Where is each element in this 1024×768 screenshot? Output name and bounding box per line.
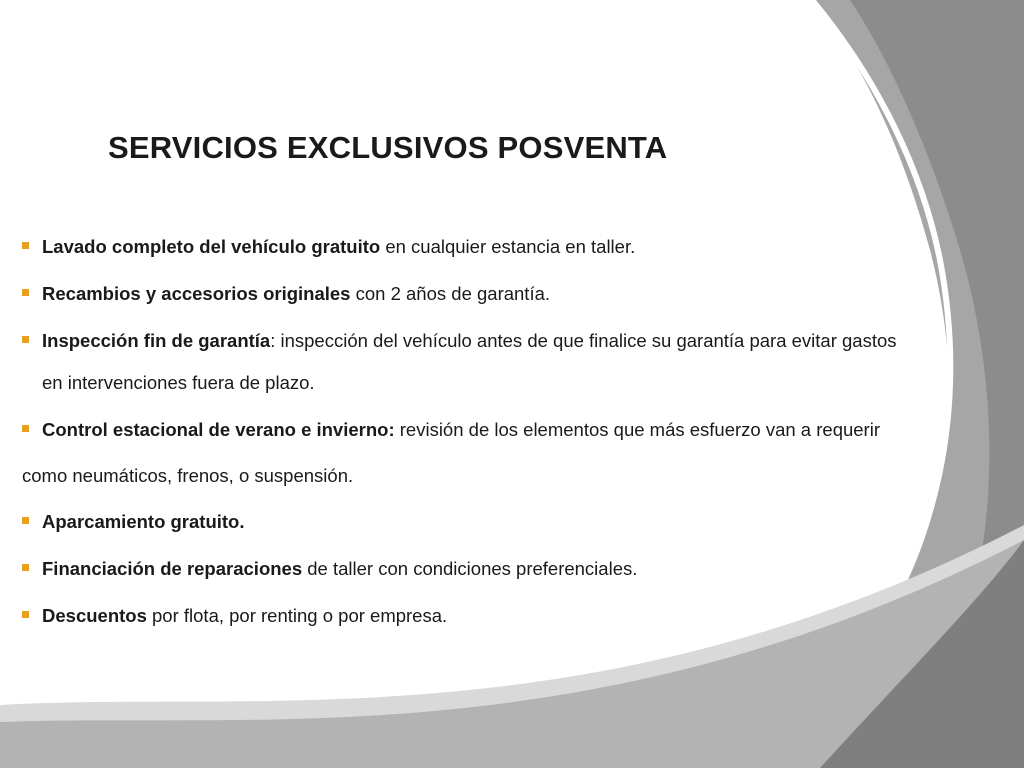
item-bold: Descuentos (42, 605, 147, 626)
square-bullet-icon (22, 336, 29, 343)
square-bullet-icon (22, 242, 29, 249)
item-bold: Financiación de reparaciones (42, 558, 303, 579)
slide-title: SERVICIOS EXCLUSIVOS POSVENTA (108, 130, 668, 165)
list-item (22, 501, 902, 543)
list-item (22, 320, 902, 404)
list-item (22, 595, 902, 637)
item-bold: Control estacional de verano e invierno: (42, 419, 395, 440)
list-item (22, 273, 902, 315)
square-bullet-icon (22, 564, 29, 571)
item-bold: Inspección fin de garantía (42, 330, 271, 351)
square-bullet-icon (22, 425, 29, 432)
item-text: : inspección del vehículo antes de que finalice su garantía para evitar gastos en intervenciones fuera de plazo. (42, 330, 897, 393)
item-bold: Recambios y accesorios originales (42, 283, 351, 304)
item-text: en cualquier estancia en taller. (380, 236, 636, 257)
item-text: de taller con condiciones preferenciales. (302, 558, 638, 579)
list-item (22, 548, 902, 590)
item-text: con 2 años de garantía. (350, 283, 551, 304)
square-bullet-icon (22, 611, 29, 618)
square-bullet-icon (22, 517, 29, 524)
bullet-list (22, 226, 902, 637)
list-item (22, 226, 902, 268)
item-bold: Lavado completo del vehículo gratuito (42, 236, 381, 257)
item-bold: Aparcamiento gratuito. (42, 511, 245, 532)
list-item (22, 409, 902, 451)
continuation-text: como neumáticos, frenos, o suspensión. (22, 465, 354, 486)
square-bullet-icon (22, 289, 29, 296)
item-text: revisión de los elementos que más esfuerzo van a requerir (394, 419, 880, 440)
item-text: por flota, por renting o por empresa. (146, 605, 448, 626)
